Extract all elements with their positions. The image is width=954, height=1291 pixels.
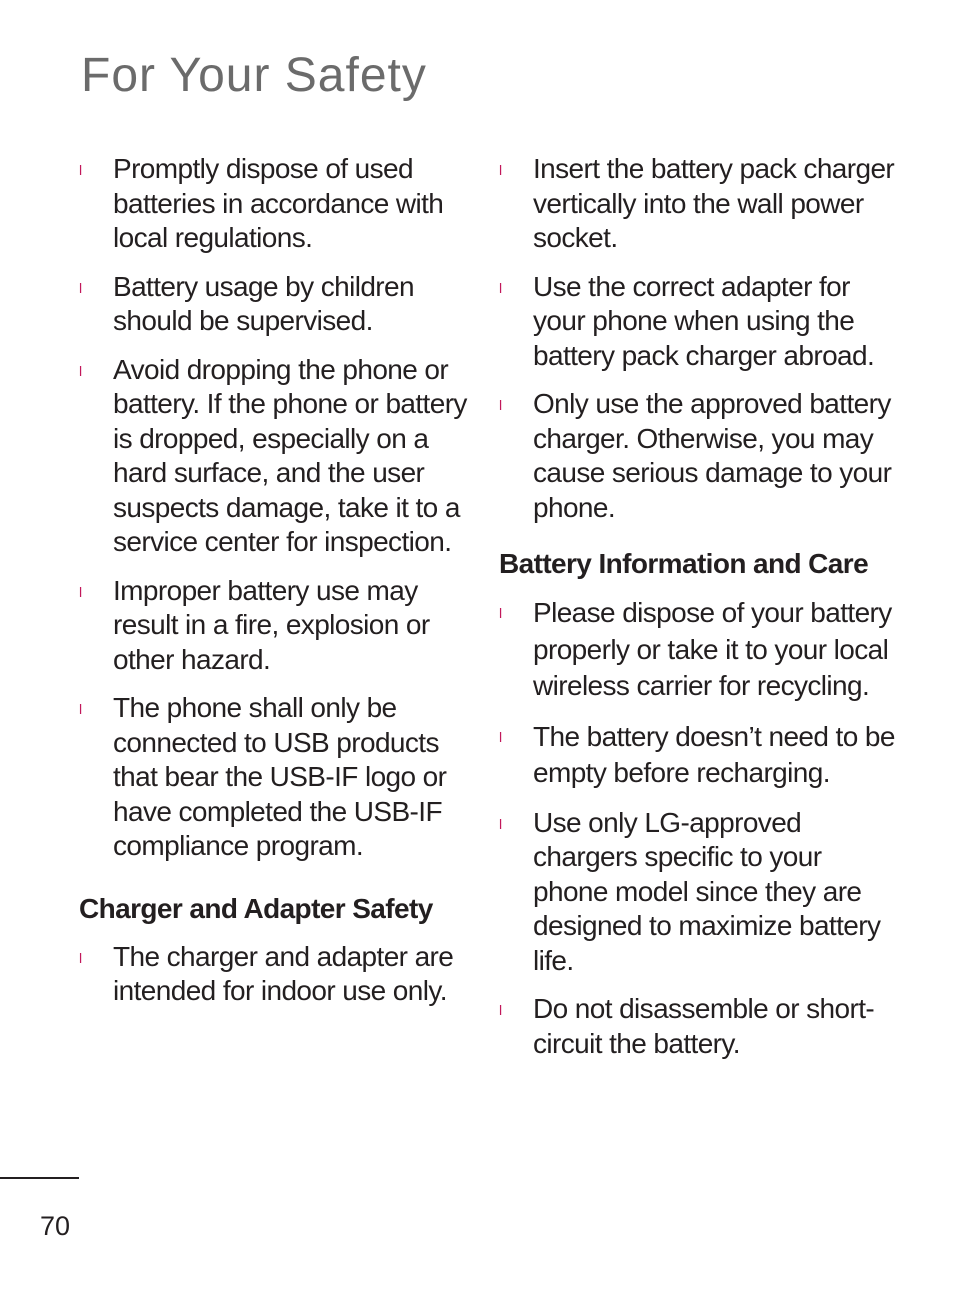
list-item-text: Use the correct adapter for your phone when using the battery pack charger abroad. [533,270,875,371]
page-title: For Your Safety [81,49,427,102]
list-item-text: The charger and adapter are intended for indoor use only. [113,940,454,1006]
list-item-text: Avoid dropping the phone or battery. If the phone or battery is dropped, especially on a hard surface, and the user suspects damage, take it to a service center for inspection. [113,353,467,557]
list-item [499,806,899,979]
bullet-icon: l [499,728,502,745]
bullet-icon: l [499,162,502,178]
list-item-text: Promptly dispose of used batteries in accordance with local regulations. [113,153,444,253]
bullet-icon: l [499,397,502,413]
safety-list-left [79,152,471,864]
right-column [499,152,899,1075]
left-column [79,152,471,1023]
bullet-icon: l [79,162,82,178]
bullet-icon: l [79,949,82,966]
list-item [499,992,899,1061]
bullet-icon: l [499,1002,502,1018]
list-item-text: Insert the battery pack charger vertically into the wall power socket. [533,153,895,253]
list-item-text: The battery doesn’t need to be empty before recharging. [533,720,895,788]
section-heading-battery: Battery Information and Care [499,548,869,579]
list-item-text: The phone shall only be connected to USB products that bear the USB-IF logo or have completed the USB-IF compliance program. [113,692,447,861]
list-item [79,940,471,1009]
bullet-icon: l [499,279,502,296]
list-item-text: Use only LG-approved chargers specific to your phone model since they are designed to maximize battery life. [533,806,881,976]
safety-list-right [499,152,899,525]
list-item [499,152,899,256]
page-number: 70 [40,1211,71,1241]
bullet-icon: l [79,279,82,296]
list-item [79,152,471,256]
list-item-text: Battery usage by children should be supervised. [113,270,414,336]
bullet-icon: l [499,815,502,832]
bullet-icon: l [79,362,82,379]
list-item [79,574,471,678]
list-item-text: Do not disassemble or short-circuit the battery. [533,993,875,1059]
battery-care-list [499,595,899,1061]
bullet-icon: l [79,701,82,717]
list-item [79,353,471,560]
list-item-text: Please dispose of your battery properly or take it to your local wireless carrier for recycling. [533,597,892,701]
list-item-text: Only use the approved battery charger. Otherwise, you may cause serious damage to your phone. [533,388,892,523]
list-item [79,270,471,339]
section-heading-charger: Charger and Adapter Safety [79,892,433,924]
list-item [499,387,899,525]
list-item-text: Improper battery use may result in a fire, explosion or other hazard. [113,574,430,675]
bullet-icon: l [79,583,82,600]
list-item [499,270,899,374]
list-item [499,719,899,792]
list-item [79,691,471,864]
footer-rule [0,1177,79,1179]
bullet-icon: l [499,605,502,621]
list-item [499,595,899,705]
charger-list [79,940,471,1009]
